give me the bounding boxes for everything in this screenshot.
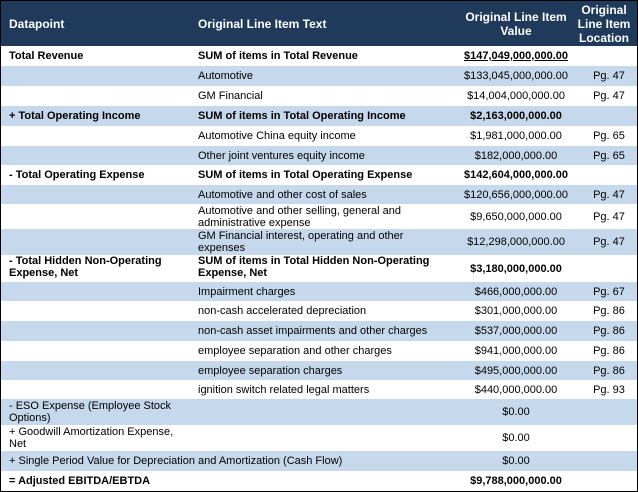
cell-location: Pg. 47 <box>593 70 625 82</box>
cell-text: employee separation charges <box>198 364 343 377</box>
header-line-item-location <box>571 1 637 46</box>
header-location-line2: Line Item <box>577 16 631 31</box>
table-row-depreciation-amortization <box>1 451 637 471</box>
cell-location: Pg. 47 <box>593 90 625 102</box>
cell-datapoint: + Goodwill Amortization Expense, Net <box>9 426 174 450</box>
cell-location: Pg. 65 <box>593 149 625 162</box>
table-row <box>1 185 637 204</box>
cell-text: non-cash accelerated depreciation <box>198 305 367 317</box>
table-row <box>1 66 637 86</box>
table-row-adjusted-ebitda <box>1 471 637 491</box>
cell-text: Automotive <box>198 70 254 82</box>
cell-value: $12,298,000,000.00 <box>467 236 565 248</box>
cell-location: Pg. 86 <box>593 345 625 357</box>
cell-datapoint: - Total Hidden Non-Operating Expense, Net <box>9 255 162 279</box>
cell-datapoint <box>9 380 189 399</box>
header-datapoint: Datapoint <box>9 16 65 31</box>
cell-value: $1,981,000,000.00 <box>470 130 562 142</box>
cell-value: $182,000,000.00 <box>474 149 558 162</box>
cell-location: Pg. 47 <box>593 210 625 223</box>
cell-location: Pg. 93 <box>593 383 625 396</box>
cell-value: $0.00 <box>502 406 530 418</box>
cell-datapoint <box>9 126 189 146</box>
cell-text: employee separation and other charges <box>198 345 392 357</box>
cell-value: $14,004,000,000.00 <box>467 90 565 102</box>
cell-location: Pg. 47 <box>593 188 625 201</box>
cell-datapoint <box>9 146 189 165</box>
cell-value: $3,180,000,000.00 <box>470 262 562 275</box>
cell-datapoint <box>9 66 189 86</box>
cell-value: $142,604,000,000.00 <box>464 169 568 181</box>
table-row-goodwill-amortization <box>1 425 637 451</box>
cell-location <box>581 255 637 282</box>
cell-datapoint <box>9 341 189 361</box>
cell-location: Pg. 47 <box>593 236 625 248</box>
cell-datapoint: - ESO Expense (Employee Stock Options) <box>9 400 172 424</box>
cell-datapoint <box>9 282 189 301</box>
table-row-total-operating-expense <box>1 165 637 185</box>
cell-value: $9,788,000,000.00 <box>470 475 562 487</box>
table-row <box>1 321 637 341</box>
cell-location <box>581 425 637 451</box>
cell-value: $941,000,000.00 <box>474 345 558 357</box>
cell-text: SUM of items in Total Hidden Non-Operating Expense, Net <box>198 255 430 279</box>
cell-datapoint <box>9 185 189 204</box>
cell-value: $301,000,000.00 <box>474 305 558 317</box>
cell-text: GM Financial <box>198 90 263 102</box>
cell-text: Automotive and other cost of sales <box>198 188 367 201</box>
cell-text: SUM of items in Total Revenue <box>198 50 358 62</box>
cell-location: Pg. 86 <box>593 325 625 337</box>
cell-value: $9,650,000,000.00 <box>470 210 562 223</box>
cell-value: $537,000,000.00 <box>474 325 558 337</box>
cell-location <box>581 165 637 185</box>
cell-text: SUM of items in Total Operating Expense <box>198 169 413 181</box>
cell-datapoint: + Total Operating Income <box>9 110 141 122</box>
cell-datapoint: Total Revenue <box>9 50 84 62</box>
cell-datapoint <box>9 321 189 341</box>
table-row <box>1 361 637 380</box>
header-location-line1: Original <box>581 2 627 17</box>
table-header <box>1 1 637 46</box>
cell-location: Pg. 67 <box>593 285 625 298</box>
table-row-total-revenue <box>1 46 637 66</box>
table-row <box>1 126 637 146</box>
cell-datapoint: + Single Period Value for Depreciation and Amortization (Cash Flow) <box>9 455 343 467</box>
cell-location <box>581 46 637 66</box>
cell-value: $0.00 <box>502 432 530 444</box>
table-row <box>1 204 637 229</box>
cell-text: Automotive China equity income <box>198 130 356 142</box>
cell-datapoint: - Total Operating Expense <box>9 169 145 181</box>
cell-text: SUM of items in Total Operating Income <box>198 110 406 122</box>
cell-value: $440,000,000.00 <box>474 383 558 396</box>
cell-location: Pg. 65 <box>593 130 625 142</box>
cell-text: non-cash asset impairments and other charges <box>198 325 428 337</box>
cell-location <box>581 399 637 425</box>
table-row <box>1 380 637 399</box>
header-line-item-text: Original Line Item Text <box>198 16 327 31</box>
header-line-item-value <box>441 1 591 46</box>
header-value-line1: Original Line Item <box>465 9 567 24</box>
cell-location: Pg. 86 <box>593 305 625 317</box>
table-row <box>1 146 637 165</box>
cell-value: $495,000,000.00 <box>474 364 558 377</box>
table-row <box>1 282 637 301</box>
cell-text: GM Financial interest, operating and other expenses <box>198 230 404 254</box>
table-row-hidden-non-operating-expense <box>1 255 637 282</box>
table-row-total-operating-income <box>1 106 637 126</box>
cell-value: $0.00 <box>502 455 530 467</box>
cell-location <box>581 471 637 491</box>
cell-datapoint <box>9 204 189 229</box>
cell-datapoint <box>9 86 189 106</box>
table-row <box>1 301 637 321</box>
cell-value: $133,045,000,000.00 <box>464 70 568 82</box>
table-row <box>1 86 637 106</box>
cell-datapoint <box>9 301 189 321</box>
table-row <box>1 341 637 361</box>
cell-text: Automotive and other selling, general and administrative expense <box>198 204 402 229</box>
table-row <box>1 229 637 255</box>
table-row-eso-expense <box>1 399 637 425</box>
header-value-line2: Value <box>500 23 532 38</box>
cell-location <box>581 106 637 126</box>
cell-value: $147,049,000,000.00 <box>464 50 568 62</box>
cell-datapoint: = Adjusted EBITDA/EBTDA <box>9 475 151 487</box>
cell-value: $466,000,000.00 <box>474 285 558 298</box>
cell-text: Other joint ventures equity income <box>198 149 365 162</box>
cell-value: $120,656,000,000.00 <box>464 188 568 201</box>
cell-location: Pg. 86 <box>593 364 625 377</box>
cell-datapoint <box>9 361 189 380</box>
cell-value: $2,163,000,000.00 <box>470 110 562 122</box>
cell-datapoint <box>9 229 189 255</box>
header-location-line3: Location <box>579 30 629 45</box>
cell-text: ignition switch related legal matters <box>198 383 370 396</box>
cell-location <box>581 451 637 471</box>
cell-text: Impairment charges <box>198 285 296 298</box>
